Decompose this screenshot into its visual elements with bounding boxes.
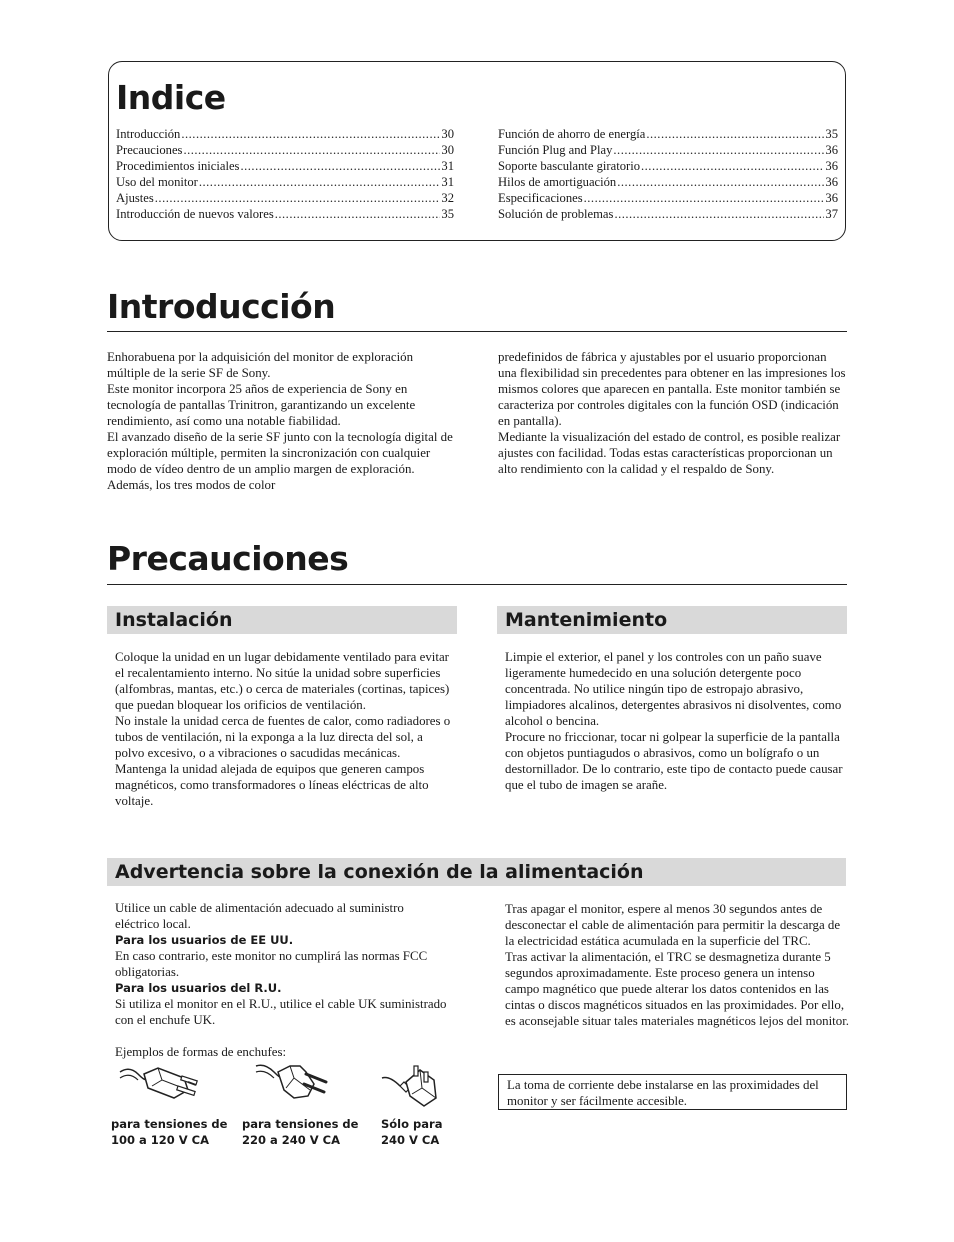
mantenimiento-heading: Mantenimiento bbox=[505, 609, 668, 631]
plug-caption-line: Sólo para bbox=[381, 1117, 443, 1131]
plug-caption bbox=[242, 1116, 372, 1148]
paragraph: Mantenga la unidad alejada de equipos que generen campos magnéticos, como transformadores o líneas eléctricas de alto voltaje. bbox=[115, 762, 429, 808]
toc-entry-label: Ajustes bbox=[116, 191, 154, 205]
section-divider bbox=[107, 584, 847, 585]
paragraph: Utilice un cable de alimentación adecuado al suministro eléctrico local. bbox=[115, 901, 404, 931]
uk-plug-icon bbox=[380, 1064, 440, 1110]
paragraph: predefinidos de fábrica y ajustables por el usuario proporcionan una flexibilidad sin precedentes para obtener en las impresiones los mismos colores que aparecen en pantalla. Este monitor también se caracteriza por controles digitales con la función OSD (indicación en pantalla). bbox=[498, 350, 846, 428]
toc-entry-label: Introducción bbox=[116, 127, 181, 141]
toc-entry[interactable] bbox=[116, 126, 454, 142]
precauciones-title: Precauciones bbox=[107, 539, 349, 578]
toc-left-column bbox=[116, 126, 454, 222]
plug-examples-label: Ejemplos de formas de enchufes: bbox=[115, 1045, 287, 1059]
toc-entry-page: 36 bbox=[825, 191, 838, 205]
instalacion-heading-band bbox=[107, 606, 457, 634]
toc-entry-page: 31 bbox=[441, 175, 454, 189]
paragraph: Procure no friccionar, tocar ni golpear la superficie de la pantalla con objetos puntiagudos o abrasivos, como un bolígrafo o un destornillador. De lo contrario, este tipo de contacto puede causar que el tubo de imagen se arañe. bbox=[505, 730, 843, 792]
paragraph: Coloque la unidad en un lugar debidamente ventilado para evitar el recalentamiento interno. No sitúe la unidad sobre superficies (alfombras, mantas, etc.) o cerca de materiales (cortinas, tapices) que puedan bloquear los orificios de ventilación. bbox=[115, 650, 450, 712]
toc-entry[interactable] bbox=[116, 142, 454, 158]
toc-entry-page: 35 bbox=[825, 127, 838, 141]
advertencia-left-column bbox=[115, 900, 451, 1060]
toc-entry-label: Especificaciones bbox=[498, 191, 583, 205]
plug-caption-line: para tensiones de bbox=[111, 1117, 228, 1131]
paragraph: Tras apagar el monitor, espere al menos 30 segundos antes de desconectar el cable de alimentación para permitir la descarga de la electricidad estática acumulada en la superficie del TRC. bbox=[505, 902, 841, 948]
introduccion-title: Introducción bbox=[107, 287, 336, 326]
paragraph: Este monitor incorpora 25 años de experiencia de Sony en tecnología de pantallas Trinitron, garantizando un excelente rendimiento, así como una notable fiabilidad. bbox=[107, 382, 416, 428]
paragraph: No instale la unidad cerca de fuentes de calor, como radiadores o tubos de ventilación, ni la exponga a la luz directa del sol, a polvo excesivo, o a vibraciones o sacudidas mecánicas. bbox=[115, 714, 451, 760]
toc-entry-page: 30 bbox=[441, 127, 454, 141]
paragraph: En caso contrario, este monitor no cumplirá las normas FCC obligatorias. bbox=[115, 949, 428, 979]
toc-entry[interactable] bbox=[116, 206, 454, 222]
plug-caption-line: para tensiones de bbox=[242, 1117, 359, 1131]
paragraph: Tras activar la alimentación, el TRC se desmagnetiza durante 5 segundos aproximadamente. Este proceso genera un intenso campo magnético que puede alterar los datos contenidos en las cintas o discos magnéticos situados en las proximidades. Por ello, es aconsejable situar tales materiales magnéticos lejos del monitor. bbox=[505, 950, 849, 1028]
plug-caption-line: 240 V CA bbox=[381, 1133, 440, 1147]
toc-entry-label: Función de ahorro de energía bbox=[498, 127, 646, 141]
toc-entry[interactable] bbox=[116, 174, 454, 190]
paragraph: Limpie el exterior, el panel y los controles con un paño suave ligeramente humedecido en una solución detergente poco concentrada. No utilice ningún tipo de estropajo abrasivo, limpiadores alcalinos, detergentes abrasivos ni disolventes, como alcohol o bencina. bbox=[505, 650, 842, 728]
toc-entry-label: Procedimientos iniciales bbox=[116, 159, 240, 173]
introduccion-right-column bbox=[498, 349, 846, 477]
toc-entry-label: Soporte basculante giratorio bbox=[498, 159, 640, 173]
toc-right-column bbox=[498, 126, 838, 222]
section-divider bbox=[107, 331, 847, 332]
instalacion-body bbox=[115, 649, 451, 809]
toc-entry[interactable] bbox=[498, 126, 838, 142]
toc-entry[interactable] bbox=[116, 190, 454, 206]
toc-entry-label: Uso del monitor bbox=[116, 175, 198, 189]
advertencia-right-column bbox=[505, 901, 849, 1029]
paragraph: Mediante la visualización del estado de control, es posible realizar ajustes con facilidad. Todas estas características proporcionan un alto rendimiento con la calidad y el respaldo de Sony. bbox=[498, 430, 841, 476]
toc-entry-page: 36 bbox=[825, 175, 838, 189]
advertencia-heading: Advertencia sobre la conexión de la alimentación bbox=[115, 861, 644, 883]
toc-entry-label: Precauciones bbox=[116, 143, 183, 157]
paragraph: El avanzado diseño de la serie SF junto con la tecnología digital de exploración múltiple, permiten la sincronización con cualquier modo de vídeo dentro de un amplio margen de exploración. Además, los tres modos de color bbox=[107, 430, 453, 492]
indice-title: Indice bbox=[116, 78, 226, 117]
notice-text: La toma de corriente debe instalarse en las proximidades del monitor y ser fácilmente accesible. bbox=[507, 1078, 819, 1108]
notice-box bbox=[498, 1074, 847, 1110]
toc-entry[interactable] bbox=[498, 142, 838, 158]
toc-entry-page: 36 bbox=[825, 159, 838, 173]
plug-caption bbox=[111, 1116, 241, 1148]
advertencia-heading-band bbox=[107, 858, 846, 886]
toc-entry-page: 35 bbox=[441, 207, 454, 221]
instalacion-heading: Instalación bbox=[115, 609, 233, 631]
eu-plug-icon bbox=[254, 1060, 338, 1102]
toc-entry-page: 31 bbox=[441, 159, 454, 173]
uk-heading: Para los usuarios del R.U. bbox=[115, 981, 282, 995]
us-plug-icon bbox=[118, 1060, 202, 1102]
mantenimiento-body bbox=[505, 649, 847, 793]
paragraph: Si utiliza el monitor en el R.U., utilice el cable UK suministrado con el enchufe UK. bbox=[115, 997, 447, 1027]
toc-entry-label: Hilos de amortiguación bbox=[498, 175, 617, 189]
plug-caption-line: 220 a 240 V CA bbox=[242, 1133, 341, 1147]
toc-entry-page: 30 bbox=[441, 143, 454, 157]
toc-entry[interactable] bbox=[498, 174, 838, 190]
paragraph: Enhorabuena por la adquisición del monitor de exploración múltiple de la serie SF de Sony. bbox=[107, 350, 414, 380]
toc-entry[interactable] bbox=[116, 158, 454, 174]
toc-entry[interactable] bbox=[498, 206, 838, 222]
mantenimiento-heading-band bbox=[497, 606, 847, 634]
toc-entry[interactable] bbox=[498, 190, 838, 206]
toc-entry-page: 36 bbox=[825, 143, 838, 157]
toc-entry-page: 32 bbox=[441, 191, 454, 205]
introduccion-left-column bbox=[107, 349, 459, 493]
toc-entry-page: 37 bbox=[825, 207, 838, 221]
plug-caption-line: 100 a 120 V CA bbox=[111, 1133, 210, 1147]
toc-entry-label: Introducción de nuevos valores bbox=[116, 207, 274, 221]
toc-entry[interactable] bbox=[498, 158, 838, 174]
toc-entry-label: Solución de problemas bbox=[498, 207, 614, 221]
toc-entry-label: Función Plug and Play bbox=[498, 143, 613, 157]
us-heading: Para los usuarios de EE UU. bbox=[115, 933, 294, 947]
plug-caption bbox=[381, 1116, 471, 1148]
